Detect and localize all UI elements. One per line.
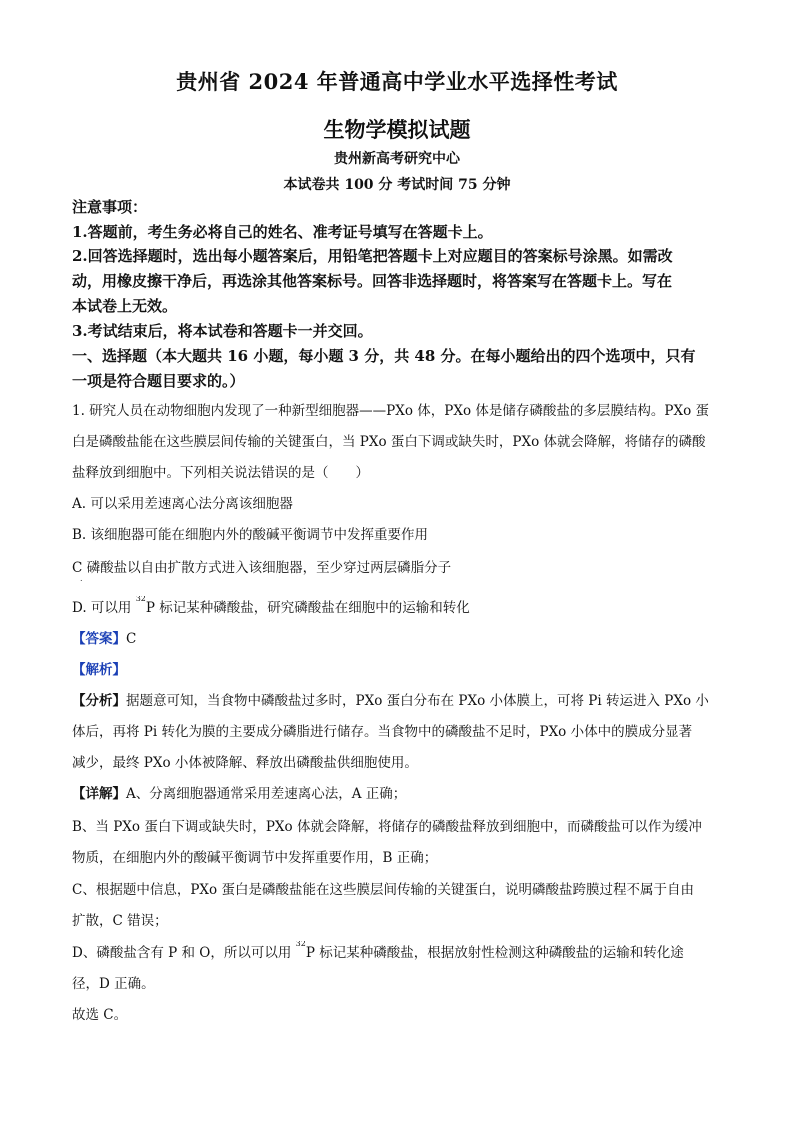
analysis-tag: 【解析】: [72, 662, 126, 678]
option-a: A. 可以采用差速离心法分离该细胞器: [72, 496, 293, 512]
question-stem: 盐释放到细胞中。下列相关说法错误的是（ ）: [72, 465, 369, 481]
detail-line: 扩散，C 错误；: [72, 913, 168, 929]
notice-line: 3.考试结束后，将本试卷和答题卡一并交回。: [72, 322, 373, 340]
answer-line: [72, 627, 724, 647]
answer-tag: 【答案】: [72, 631, 126, 647]
section-heading: 一、选择题（本大题共 16 小题，每小题 3 分，共 48 分。在每小题给出的四个选项中，只有: [72, 347, 696, 365]
analysis-line: [72, 658, 724, 678]
detail-line: D、磷酸盐含有 P 和 O，所以可以用 $^{32}$P 标记某种磷酸盐，根据放射性检测这种磷酸盐的运输和转化途: [72, 941, 684, 961]
detail-tag: 【详解】: [72, 786, 126, 802]
page-title: 贵州省 2024 年普通高中学业水平选择性考试: [176, 69, 618, 94]
detail-line: 物质，在细胞内外的酸碱平衡调节中发挥重要作用，B 正确；: [72, 850, 438, 866]
notice-heading: 注意事项：: [72, 198, 148, 216]
stray-dot: .: [80, 574, 83, 583]
detail-line: 【详解】A、分离细胞器通常采用差速离心法，A 正确；: [72, 786, 407, 802]
answer-value: C: [126, 631, 137, 647]
fenxi-tag: 【分析】: [72, 693, 126, 709]
fenxi-line: 减少，最终 PXo 小体被降解、释放出磷酸盐供细胞使用。: [72, 755, 418, 771]
page-subtitle: 生物学模拟试题: [323, 117, 471, 142]
detail-line: B、当 PXo 蛋白下调或缺失时，PXo 体就会降解，将储存的磷酸盐释放到细胞中，而磷酸盐可以作为缓冲: [72, 819, 702, 835]
section-heading: 一项是符合题目要求的。）: [72, 372, 245, 390]
question-stem: 白是磷酸盐能在这些膜层间传输的关键蛋白，当 PXo 蛋白下调或缺失时，PXo 体就会降解，将储存的磷酸: [72, 434, 706, 450]
exam-info: 本试卷共 100 分 考试时间 75 分钟: [283, 177, 511, 193]
fenxi-line: 体后，再将 Pi 转化为膜的主要成分磷脂进行储存。当食物中的磷酸盐不足时，PXo 小体中的膜成分显著: [72, 724, 693, 740]
option-c: C 磷酸盐以自由扩散方式进入该细胞器，至少穿过两层磷脂分子: [72, 560, 452, 576]
option-b: B. 该细胞器可能在细胞内外的酸碱平衡调节中发挥重要作用: [72, 527, 429, 543]
conclusion: 故选 C。: [72, 1007, 128, 1023]
detail-line: 径，D 正确。: [72, 976, 155, 992]
detail-line: C、根据题中信息，PXo 蛋白是磷酸盐能在这些膜层间传输的关键蛋白，说明磷酸盐跨膜过程不属于自由: [72, 882, 694, 898]
notice-line: 1.答题前，考生务必将自己的姓名、准考证号填写在答题卡上。: [72, 223, 493, 241]
organization: 贵州新高考研究中心: [334, 151, 460, 167]
notice-line: 2.回答选择题时，选出每小题答案后，用铅笔把答题卡上对应题目的答案标号涂黑。如需改: [72, 247, 673, 265]
question-stem: 1. 研究人员在动物细胞内发现了一种新型细胞器——PXo 体，PXo 体是储存磷酸盐的多层膜结构。PXo 蛋: [72, 403, 710, 419]
fenxi-line: 【分析】据题意可知，当食物中磷酸盐过多时，PXo 蛋白分布在 PXo 小体膜上，可将 Pi 转运进入 PXo 小: [72, 693, 709, 709]
notice-line: 本试卷上无效。: [72, 297, 178, 315]
option-d: D. 可以用 $^{32}$P 标记某种磷酸盐，研究磷酸盐在细胞中的运输和转化: [72, 596, 470, 616]
notice-line: 动，用橡皮擦干净后，再选涂其他答案标号。回答非选择题时，将答案写在答题卡上。写在: [72, 272, 673, 290]
